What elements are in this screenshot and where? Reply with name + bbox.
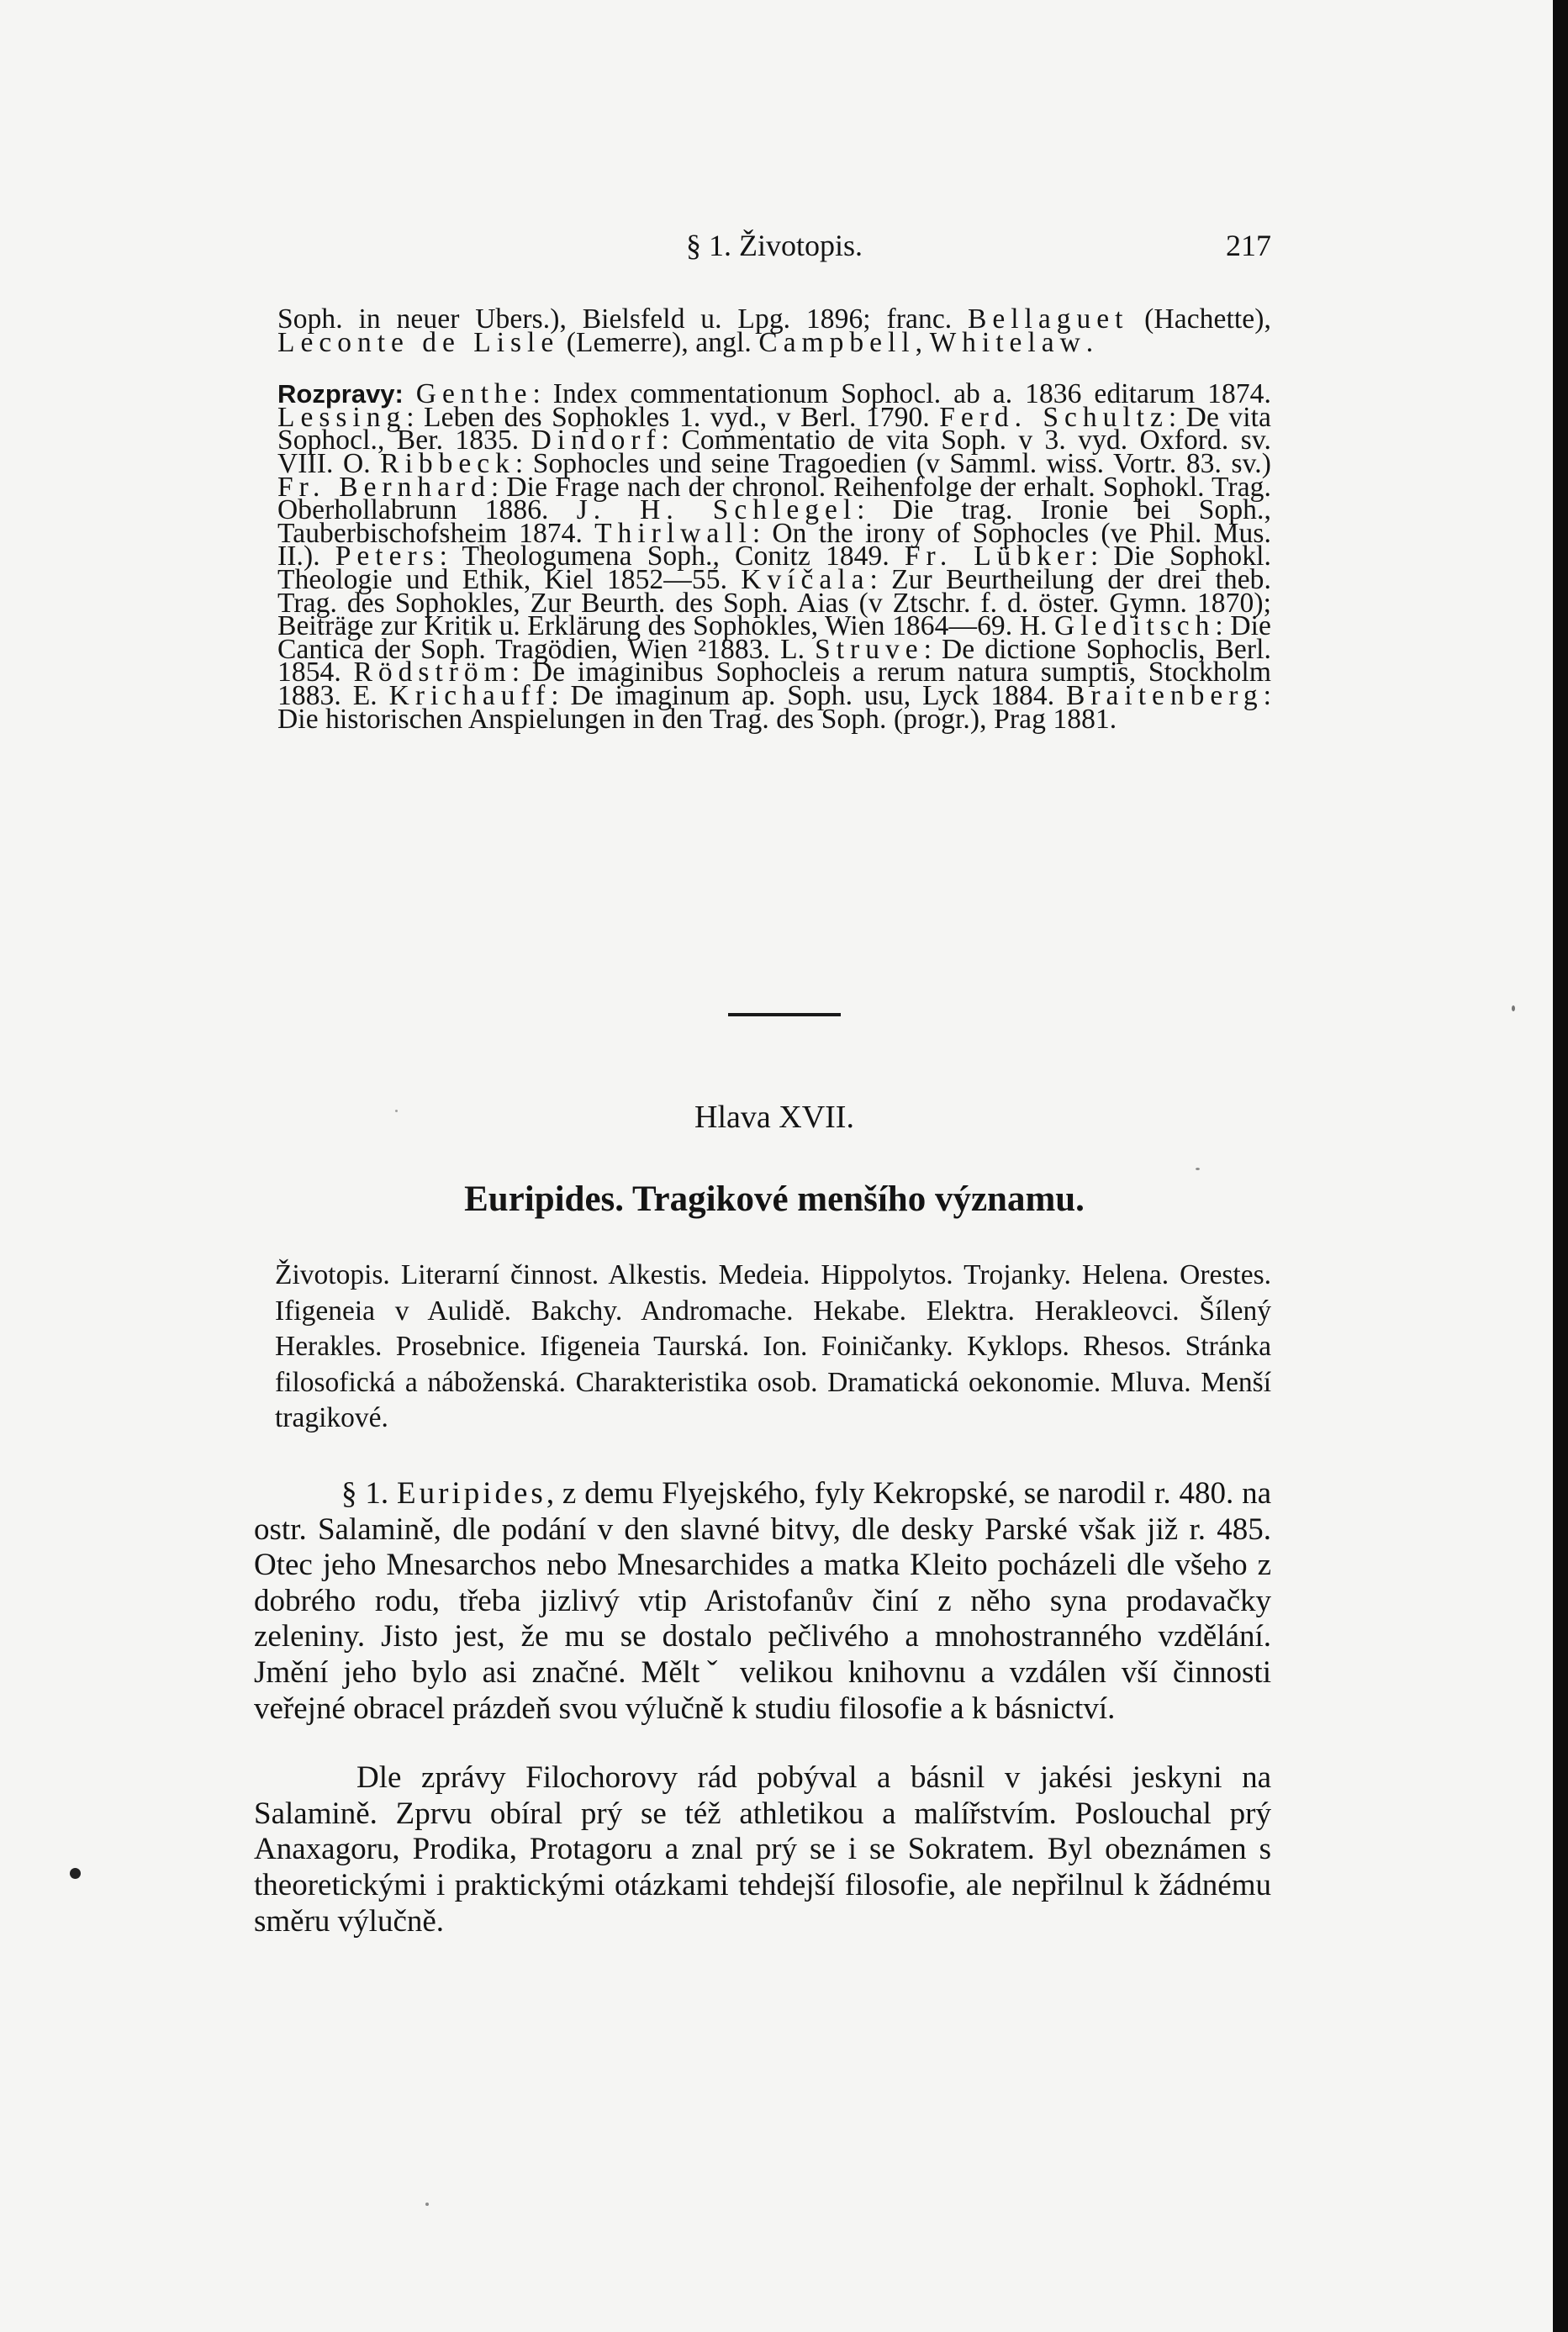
bib-text: : De imaginum ap. Soph. usu, Lyck 1884. [551, 679, 1067, 711]
bib-author: Campbell [758, 326, 916, 358]
running-head [277, 225, 1271, 266]
studies-label: Rozpravy: [277, 379, 404, 409]
chapter-number: Hlava XVII. [694, 1100, 854, 1135]
bib-author: Ferd. Schultz [939, 401, 1169, 433]
bib-author: Struve [815, 633, 924, 665]
bibliography-block [277, 303, 1272, 735]
bib-author: Krichauff [388, 679, 552, 711]
bib-author: Rödström [353, 657, 512, 689]
bib-text: : Zur Beurtheilung der drei theb. Trag. des Sophokles, Zur Beurth. des Soph. Aias (v Ztschr. f. d. öster. Gymn. 1870); Beiträge zur Kritik u. Erklärung des Sophokles, Wien 1864—69. H. [277, 563, 1271, 642]
chapter-contents-block [275, 1258, 1271, 1437]
bib-author: Peters [335, 541, 440, 572]
scan-speck [1196, 1168, 1200, 1170]
bib-text: : Leben des Sophokles 1. vyd., v Berl. 1790. [406, 401, 940, 433]
bib-author: Fr. Bernhard [277, 471, 491, 503]
bib-author: Fr. Lübker [904, 541, 1090, 572]
spaced-name: Euripides [397, 1476, 546, 1511]
bib-text: : On the irony of Sophocles (ve Phil. Mus. II.). [277, 517, 1271, 572]
bib-text: : Die Sophokl. Theologie und Ethik, Kiel 1852—55. [277, 541, 1271, 595]
bib-text: : De dictione Sophoclis, Berl. 1854. [277, 633, 1272, 689]
bib-author: Kvíčala [741, 563, 870, 595]
bib-text: . [1085, 326, 1094, 358]
bib-author: Braitenberg [1066, 679, 1264, 711]
body-text [254, 1476, 1271, 1939]
paragraph-1 [254, 1476, 1271, 1727]
bib-author: Gleditsch [1054, 610, 1216, 642]
scan-speck [70, 1868, 81, 1879]
bib-text: : De imaginibus Sophocleis a rerum natura sumptis, Stockholm 1883. E. [277, 657, 1271, 711]
bib-text: : Sophocles und seine Tragoedien (v Samml. wiss. Vortr. 83. sv.) [515, 447, 1271, 479]
bib-author: Thirlwall [594, 517, 752, 549]
bib-text: : Commentatio de vita Soph. v 3. vyd. Oxford. sv. VIII. O. [277, 425, 1271, 479]
bibliography-editions [277, 303, 1271, 358]
bib-text: , [915, 326, 930, 358]
bib-text: Soph. in neuer Ubers.), Bielsfeld u. Lpg. 1896; franc. [277, 303, 969, 335]
bib-author: Bellaguet [968, 303, 1129, 335]
bib-text: : Die Cantica der Soph. Tragödien, Wien ²1883. L. [277, 610, 1271, 665]
bib-text: : De vita Sophocl., Ber. 1835. [277, 401, 1271, 456]
scan-right-edge [1553, 0, 1568, 2332]
bibliography-studies [277, 378, 1272, 735]
paragraph-2: Dle zprávy Filochorovy rád pobýval a básnil v jakési jeskyni na Salamině. Zprvu obíral prý se též athletikou a malířstvím. Poslouchal prý Anaxagoru, Prodika, Protagoru a znal prý se i se Sokratem. Byl obeznámen s theoretickými i praktickými otázkami tehdejší filosofie, ale nepřilnul k žádnému směru výlučně. [254, 1760, 1271, 1939]
bib-author: J. H. Schlegel [576, 494, 858, 526]
chapter-title: Euripides. Tragikové menšího významu. [464, 1179, 1085, 1219]
bib-text: : Index commentationum Sophocl. ab a. 1836 editarum 1874. [532, 378, 1271, 410]
section-mark: § 1. [341, 1476, 397, 1511]
scan-speck [425, 2203, 429, 2206]
bib-text: (Hachette), [1128, 303, 1271, 335]
running-title: § 1. Životopis. [685, 229, 863, 262]
bib-text: (Lemerre), angl. [559, 326, 759, 358]
scan-speck [395, 1110, 398, 1112]
bib-author: Leconte de Lisle [277, 326, 560, 358]
bib-text: : Die historischen Anspielungen in den Trag. des Soph. (progr.), Prag 1881. [277, 679, 1271, 735]
bib-text: : Die Frage nach der chronol. Reihenfolge der erhalt. Sophokl. Trag. Oberhollabrunn 1886. [277, 471, 1271, 526]
bib-author: Genthe [415, 378, 533, 410]
bib-author: Lessing [277, 401, 407, 433]
bib-author: Whitelaw [929, 326, 1086, 358]
scan-speck [1512, 1005, 1515, 1011]
chapter-contents: Životopis. Literarní činnost. Alkestis. Medeia. Hippolytos. Trojanky. Helena. Orestes. Ifigeneia v Aulidě. Bakchy. Andromache. Hekabe. Elektra. Herakleovci. Šílený Herakles. Prosebnice. Ifigeneia Taurská. Ion. Foiničanky. Kyklops. Rhesos. Stránka filosofická a náboženská. Charakteristika osob. Dramatická oekonomie. Mluva. Menší tragikové. [275, 1259, 1271, 1434]
bib-text: : Die trag. Ironie bei Soph., Tauberbischofsheim 1874. [277, 494, 1271, 549]
section-divider [728, 1013, 841, 1016]
bib-text: : Theologumena Soph., Conitz 1849. [439, 541, 905, 572]
page-number: 217 [1226, 229, 1271, 262]
bib-author: Ribbeck [380, 447, 515, 479]
bib-author: Dindorf [531, 425, 662, 456]
paragraph-text: , z demu Flyejského, fyly Kekropské, se narodil r. 480. na ostr. Salamině, dle podání v den slavné bitvy, dle desky Parské však již r. 485. Otec jeho Mnesarchos nebo Mnesarchides a matka Kleito pocházeli dle všeho z dobrého rodu, třeba jizlivý vtip Aristofanův činí z něho syna prodavačky zeleniny. Jisto jest, že mu se dostalo pečlivého a mnohostranného vzdělání. Jmění jeho bylo asi značné. Měltˇ velikou knihovnu a vzdálen vší činnosti veřejné obracel prázdeň svou výlučně k studiu filosofie a k básnictví. [254, 1476, 1272, 1726]
